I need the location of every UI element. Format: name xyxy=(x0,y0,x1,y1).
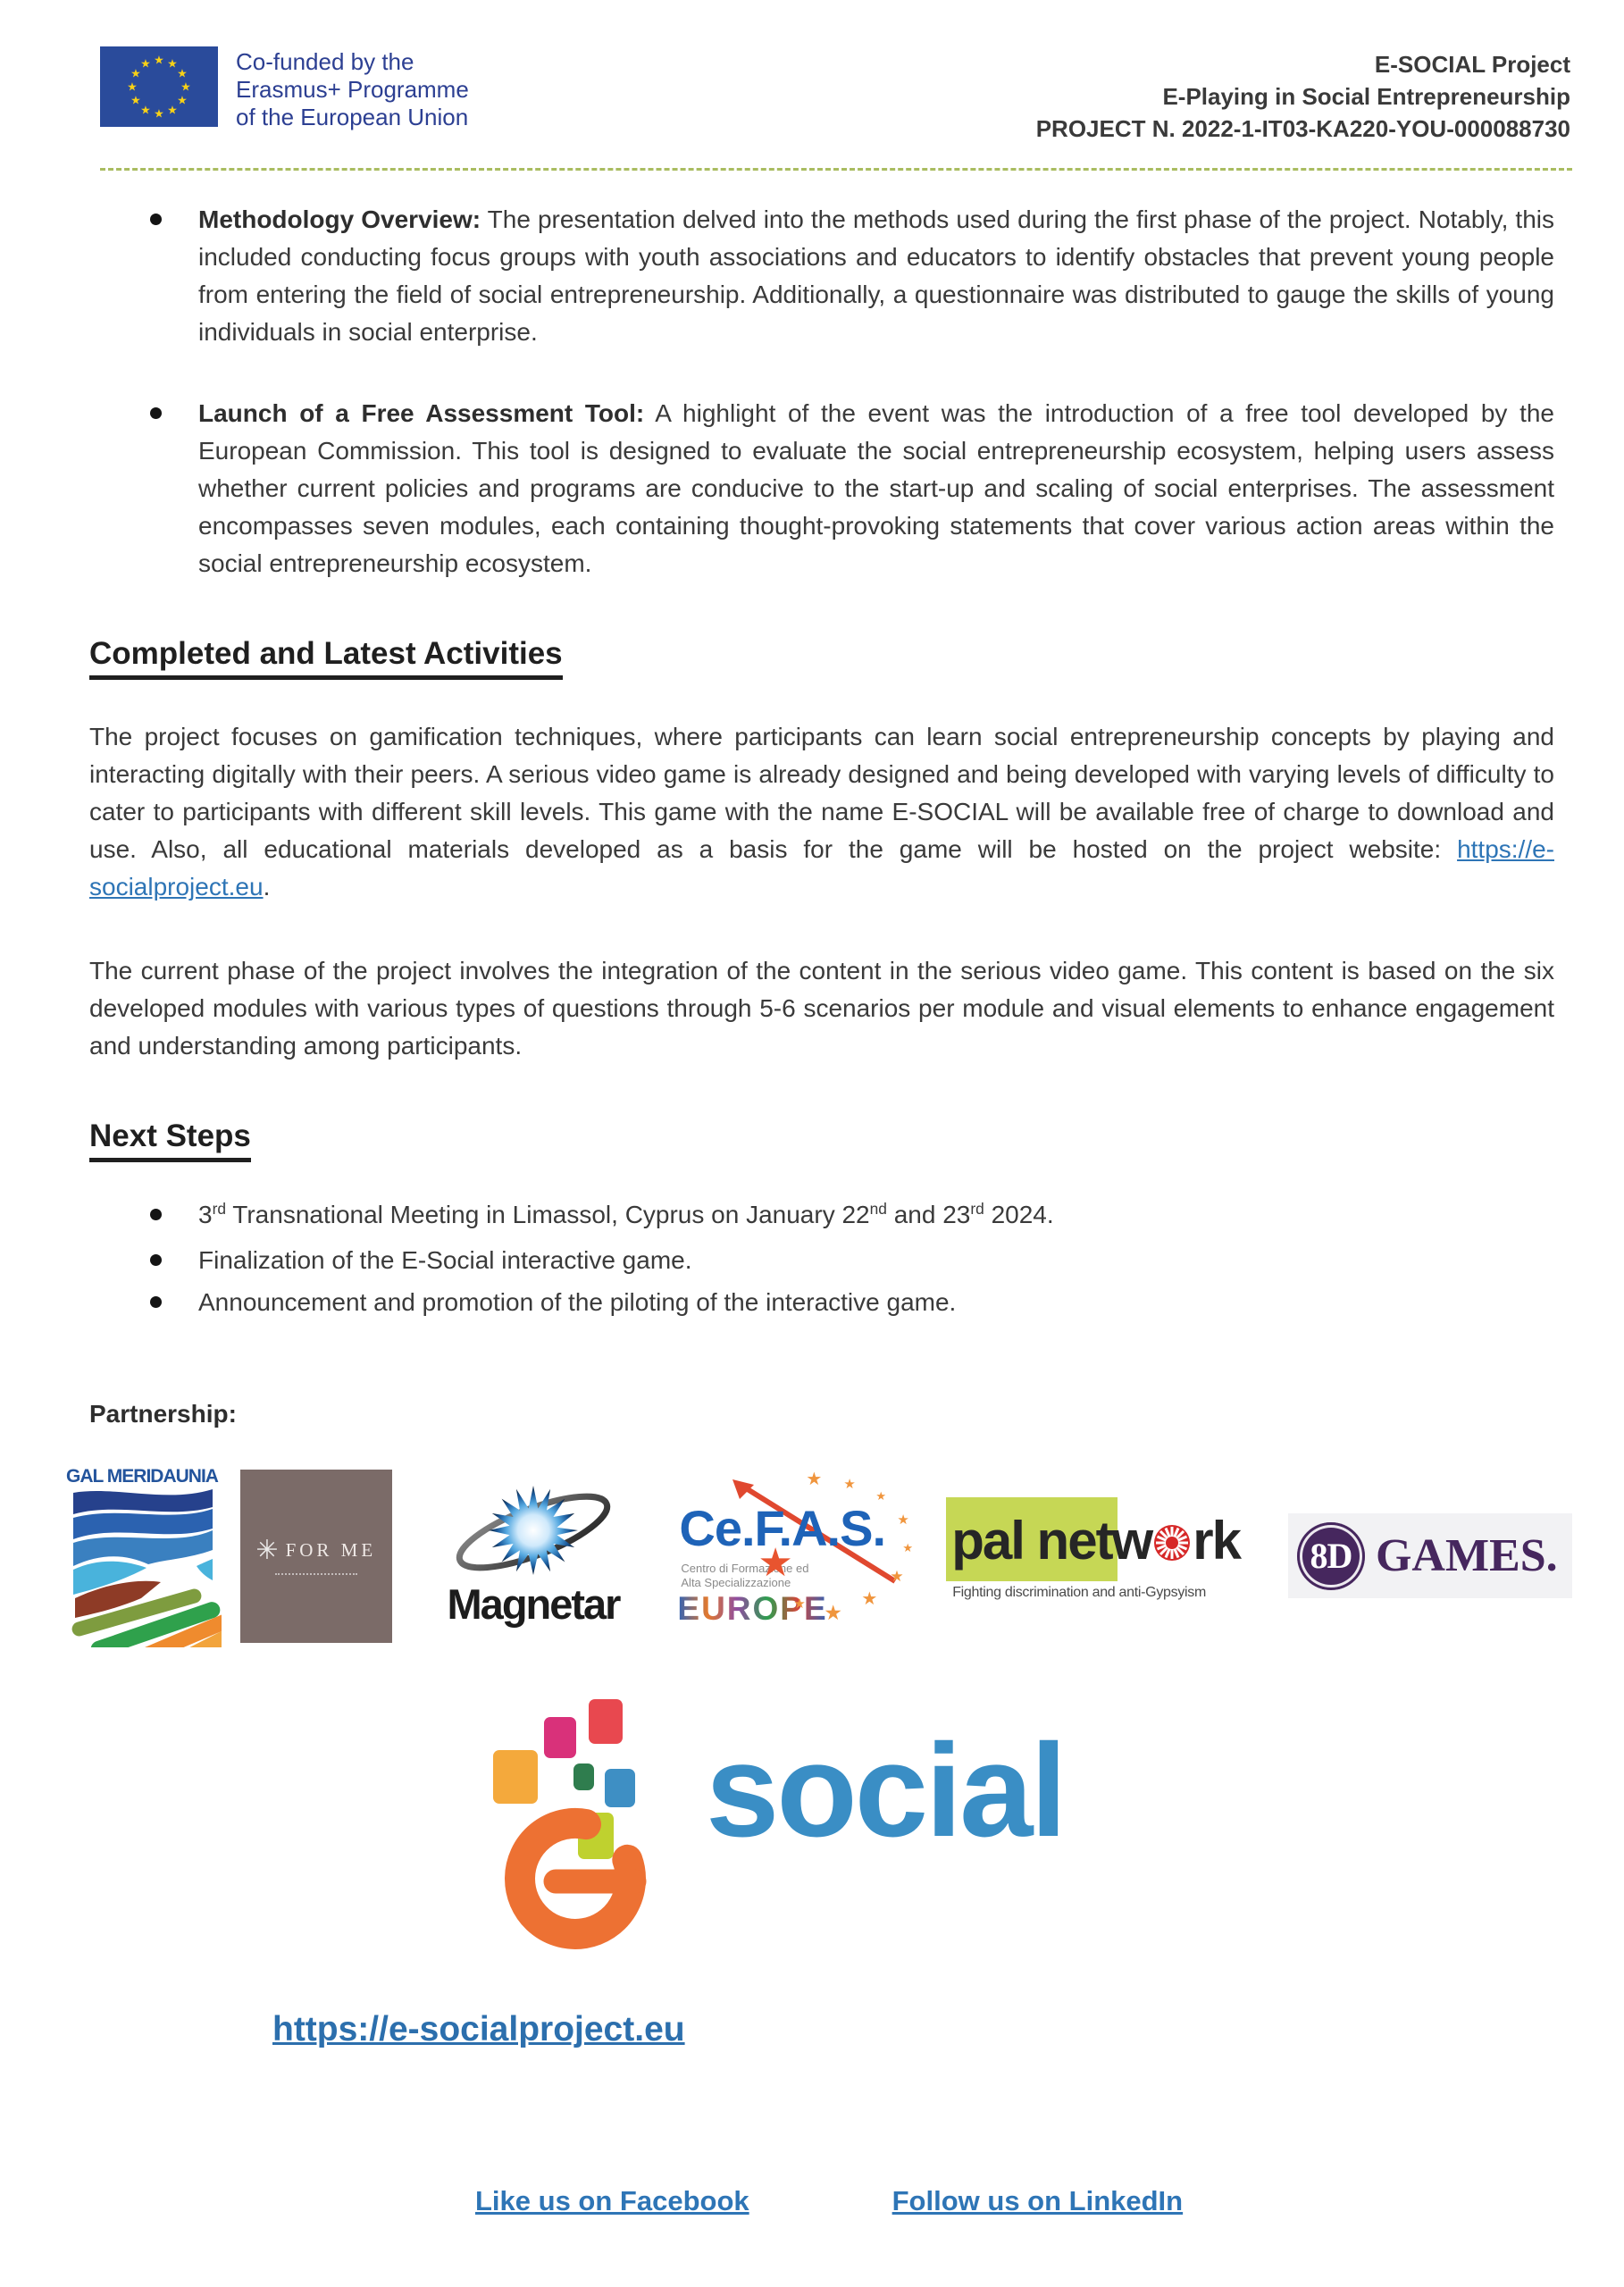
8d-games-logo xyxy=(1288,1513,1572,1598)
svg-text:★: ★ xyxy=(154,54,164,68)
partnership-label: Partnership: xyxy=(89,1400,237,1428)
step-text: 2024. xyxy=(984,1201,1054,1228)
svg-text:★: ★ xyxy=(140,104,151,118)
list-item xyxy=(89,395,1554,582)
step-text: 3 xyxy=(198,1201,213,1228)
social-links-row xyxy=(475,2185,1554,2217)
bullet-text: The presentation delved into the methods used during the first phase of the project. Notably, this included conducting focus groups with youth associations and educators to identify obstacles that prevent young people from entering the field of social entrepreneurship. Additionally, a questionnaire was distributed to gauge the skills of young individuals in social enterprise. xyxy=(198,205,1555,346)
star-icon xyxy=(897,1513,908,1527)
paragraph-text: The project focuses on gamification techniques, where participants can learn social entrepreneurship concepts by playing and interacting digitally with their peers. A serious video game is already designed and being developed with varying levels of difficulty to cater to participants with different skill levels. This game with the name E-SOCIAL will be available free of charge to download and use. Also, all educational materials developed as a basis for the game will be hosted on the project website: xyxy=(89,723,1554,863)
document-content xyxy=(66,201,1558,2217)
magnetar-logo xyxy=(411,1480,654,1632)
bullet-dot xyxy=(150,1209,162,1220)
pal-title-left: pal netw xyxy=(951,1510,1152,1571)
rosette-icon xyxy=(255,1537,278,1564)
bullet-dot xyxy=(150,407,162,419)
magnetar-graphic xyxy=(411,1480,654,1632)
step-superscript: nd xyxy=(869,1200,887,1219)
pal-network-logo xyxy=(946,1497,1269,1615)
bullet-dot xyxy=(150,1254,162,1266)
esocial-website-link[interactable]: https://e-socialproject.eu xyxy=(272,2010,685,2048)
bullet-text: A highlight of the event was the introduction of a free tool developed by the European Commission. This tool is designed to evaluate the social entrepreneurship ecosystem, helping users assess whether current policies and programs are conducive to the start-up and scaling of social enterprises. The assessment encompasses seven modules, each containing thought-provoking statements that cover various action areas within the social entrepreneurship ecosystem. xyxy=(198,399,1554,577)
section-heading-next-steps: Next Steps xyxy=(89,1118,1554,1154)
esocial-square-green xyxy=(573,1763,594,1790)
svg-text:★: ★ xyxy=(130,67,141,81)
gal-meridaunia-graphic xyxy=(63,1464,222,1647)
list-item xyxy=(89,201,1554,351)
project-header xyxy=(1036,48,1570,145)
cefas-logo xyxy=(672,1476,927,1637)
esocial-e-icon xyxy=(493,1797,681,1967)
svg-text:★: ★ xyxy=(154,107,164,121)
bullet-lead: Launch of a Free Assessment Tool: xyxy=(198,399,645,427)
esocial-brand-text: social xyxy=(706,1717,1065,1864)
dashed-divider xyxy=(100,168,1572,171)
eu-cofunded-line: Co-funded by the xyxy=(236,48,414,75)
next-steps-list xyxy=(89,1194,1554,1323)
facebook-link[interactable]: Like us on Facebook xyxy=(475,2185,749,2216)
list-item xyxy=(89,1281,1554,1323)
pal-network-title xyxy=(951,1510,1240,1571)
for-me-subtitle-rule xyxy=(275,1573,357,1575)
star-icon xyxy=(793,1597,805,1611)
esocial-logo xyxy=(493,1699,1065,1967)
project-subtitle: E-Playing in Social Entrepreneurship xyxy=(1162,83,1570,110)
step-text: Transnational Meeting in Limassol, Cyprus on January 22 xyxy=(226,1201,870,1228)
esocial-square-magenta xyxy=(544,1717,576,1758)
list-item xyxy=(89,1194,1554,1239)
eu-cofunded-line: Erasmus+ Programme xyxy=(236,76,469,103)
star-icon xyxy=(824,1603,842,1623)
paragraph-current-phase: The current phase of the project involves the integration of the content in the serious video game. This content is based on the six developed modules with various types of questions through 5-6 scenarios per module and visual elements to enhance engagement and understanding among participants. xyxy=(89,957,1554,1060)
for-me-logo xyxy=(240,1470,392,1643)
8d-badge-circle xyxy=(1297,1522,1365,1590)
list-item xyxy=(89,1239,1554,1281)
project-number: PROJECT N. 2022-1-IT03-KA220-YOU-000088730 xyxy=(1035,115,1570,142)
pal-network-subtitle: Fighting discrimination and anti-Gypsyism xyxy=(952,1584,1207,1600)
eu-logo-block xyxy=(100,46,469,131)
for-me-title: FOR ME xyxy=(285,1539,377,1561)
bullet-lead: Methodology Overview: xyxy=(198,205,481,233)
eu-flag-icon xyxy=(100,46,218,127)
svg-text:★: ★ xyxy=(167,104,178,118)
for-me-row xyxy=(255,1537,376,1564)
star-icon xyxy=(875,1490,886,1502)
project-website-link[interactable]: https://e-socialproject.eu xyxy=(89,835,1554,901)
cefas-subtitle-line: Alta Specializzazione xyxy=(681,1575,791,1589)
8d-badge-text: 8D xyxy=(1310,1536,1352,1576)
bullet-dot xyxy=(150,214,162,225)
cefas-subtitle-line: Centro di Formazione ed xyxy=(681,1561,809,1575)
star-icon xyxy=(843,1478,855,1491)
eu-cofunded-text xyxy=(236,48,469,131)
section-heading-completed-activities: Completed and Latest Activities xyxy=(89,636,1554,672)
star-icon xyxy=(861,1590,877,1608)
step-superscript: rd xyxy=(212,1200,227,1219)
step-text: Announcement and promotion of the piloting of the interactive game. xyxy=(198,1288,957,1316)
esocial-square-red xyxy=(589,1699,623,1744)
star-icon xyxy=(806,1470,822,1488)
svg-text:GAL MERIDAUNIA: GAL MERIDAUNIA xyxy=(66,1466,218,1487)
star-icon xyxy=(890,1569,903,1584)
cefas-europe-title: EUROPE xyxy=(677,1589,828,1627)
project-title: E-SOCIAL Project xyxy=(1374,51,1570,78)
svg-text:★: ★ xyxy=(167,57,178,71)
event-highlights-list xyxy=(89,201,1554,582)
eu-cofunded-line: of the European Union xyxy=(236,104,469,130)
svg-text:★: ★ xyxy=(140,57,151,71)
step-text: Finalization of the E-Social interactive game. xyxy=(198,1246,692,1274)
svg-text:★: ★ xyxy=(177,67,188,81)
8d-games-title: GAMES. xyxy=(1375,1530,1558,1581)
step-superscript: rd xyxy=(970,1200,984,1219)
star-icon xyxy=(758,1544,792,1583)
bullet-dot xyxy=(150,1296,162,1308)
paragraph-gamification xyxy=(89,718,1554,906)
svg-text:★: ★ xyxy=(180,80,191,95)
star-icon xyxy=(902,1542,913,1554)
partner-logos-row xyxy=(63,1464,1572,1647)
pal-title-right: rk xyxy=(1193,1510,1240,1571)
svg-text:★: ★ xyxy=(177,94,188,108)
svg-text:Magnetar: Magnetar xyxy=(447,1579,620,1628)
linkedin-link[interactable]: Follow us on LinkedIn xyxy=(892,2185,1184,2216)
paragraph-text: . xyxy=(263,873,271,901)
cefas-title: Ce.F.A.S. xyxy=(679,1499,886,1556)
esocial-square-orange xyxy=(493,1750,538,1804)
svg-text:★: ★ xyxy=(130,94,141,108)
svg-text:★: ★ xyxy=(127,80,138,95)
step-text: and 23 xyxy=(886,1201,971,1228)
gal-meridaunia-logo xyxy=(63,1464,222,1647)
romani-wheel-icon xyxy=(1152,1523,1192,1562)
page-header xyxy=(0,0,1624,145)
